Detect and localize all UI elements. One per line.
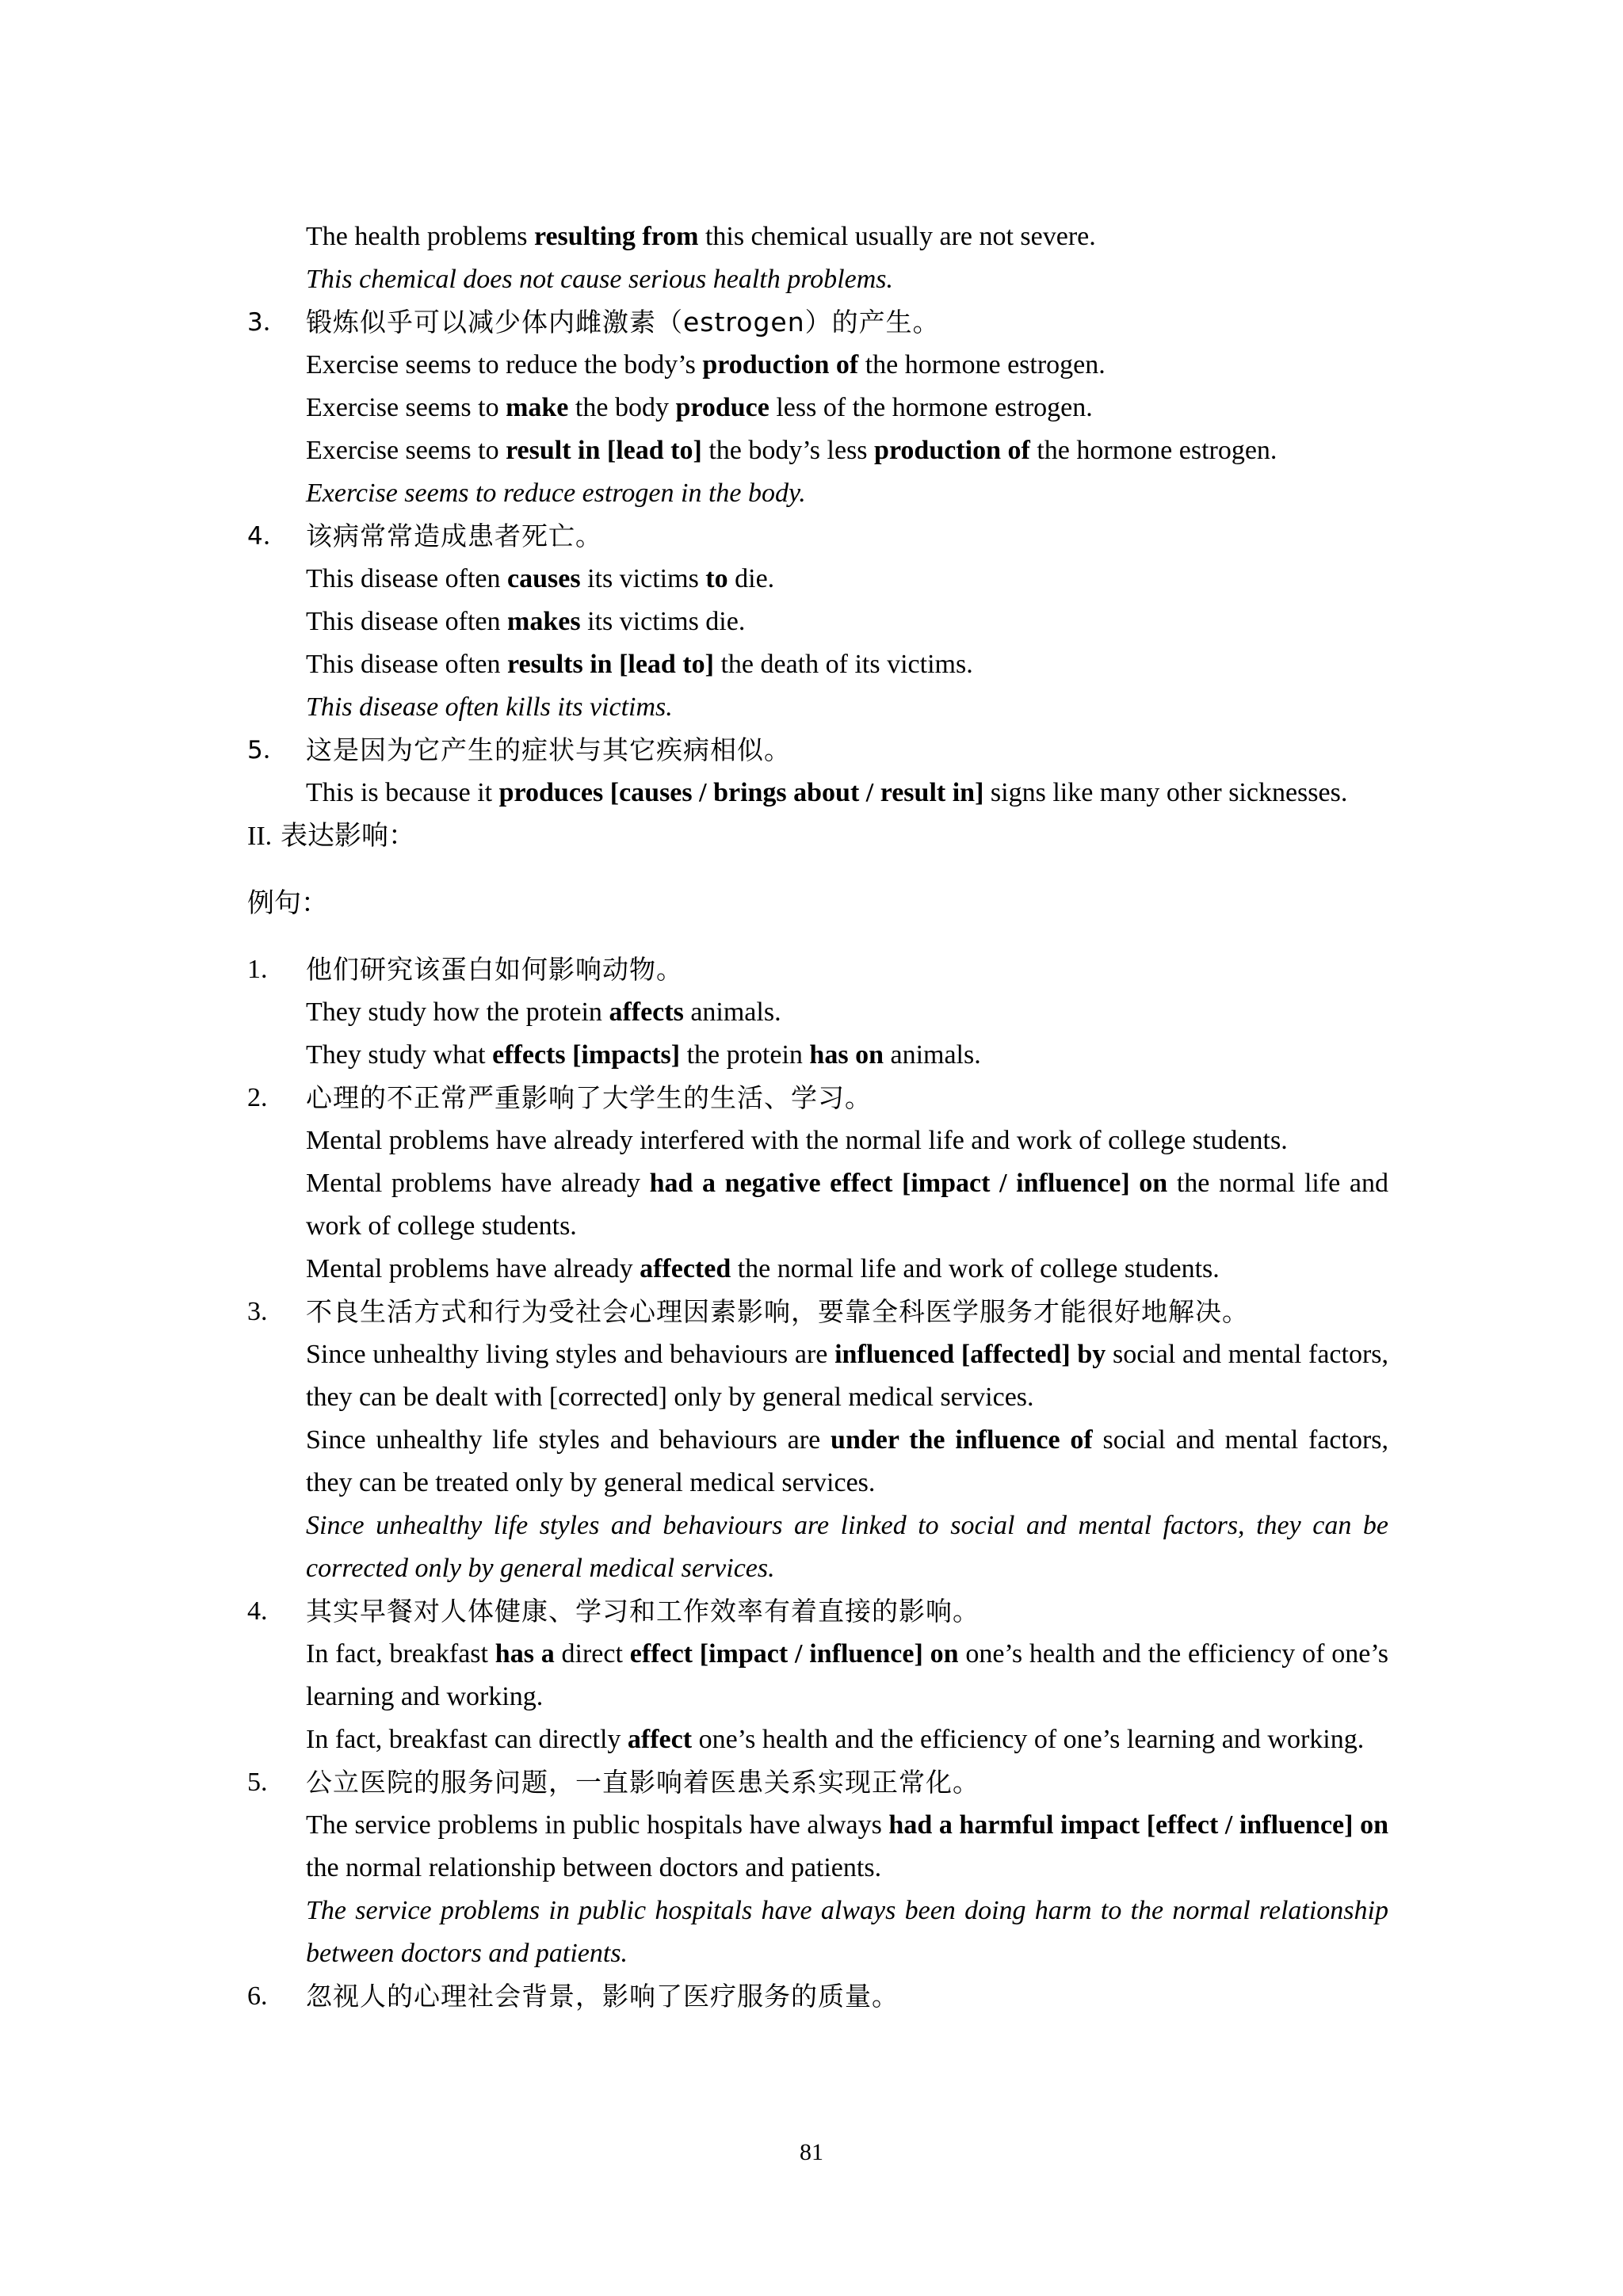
section-influence-items — [247, 948, 1388, 2018]
sentence-text: its victims die. — [580, 607, 746, 636]
sentence-text: Since unhealthy living styles and behaviours are — [306, 1340, 835, 1369]
sentence-text: its victims — [580, 564, 706, 593]
key-phrase: causes — [507, 564, 581, 593]
key-phrase: effects [impacts] — [492, 1040, 681, 1070]
sentence-text: the hormone estrogen. — [858, 350, 1106, 379]
key-phrase: result in [lead to] — [506, 436, 702, 465]
key-phrase: had a negative effect [impact / influence] on — [649, 1169, 1168, 1198]
paraphrase-sentence — [306, 686, 1388, 729]
sentence-text: This disease often — [306, 607, 507, 636]
sentence-text: signs like many other sicknesses. — [983, 778, 1348, 807]
key-phrase: produce — [675, 393, 769, 422]
sentence-text: this chemical usually are not severe. — [698, 222, 1096, 251]
sentence-text: Since unhealthy life styles and behaviours are linked to social and mental factors, they can be corrected only by general medical services. — [306, 1511, 1388, 1583]
example-sentence — [306, 601, 1388, 643]
sentence-text: They study how the protein — [306, 997, 609, 1027]
sentence-text: one’s health and the efficiency of one’s learning and working. — [692, 1725, 1365, 1754]
page-content — [247, 215, 1388, 2018]
example-sentence — [306, 558, 1388, 601]
chinese-sentence: 锻炼似乎可以减少体内雌激素（estrogen）的产生。 — [306, 307, 940, 338]
key-phrase: results in [lead to] — [507, 650, 714, 679]
sentence-text: Since unhealthy life styles and behaviours are — [306, 1425, 831, 1455]
chinese-sentence: 忽视人的心理社会背景，影响了医疗服务的质量。 — [306, 1981, 899, 2012]
chinese-sentence: 公立医院的服务问题，一直影响着医患关系实现正常化。 — [306, 1767, 980, 1798]
paraphrase-sentence — [306, 258, 1388, 301]
key-phrase: to — [705, 564, 728, 593]
sentence-text: Exercise seems to — [306, 436, 506, 465]
key-phrase: has a — [495, 1639, 555, 1669]
sentence-text: Mental problems have already — [306, 1254, 640, 1283]
example-sentence — [306, 1718, 1388, 1761]
sentence-text: die. — [727, 564, 775, 593]
item-number: 4． — [247, 522, 288, 551]
example-sentence — [306, 643, 1388, 686]
sentence-text: In fact, breakfast — [306, 1639, 495, 1669]
item-number: 3. — [247, 1297, 268, 1326]
paraphrase-sentence — [306, 472, 1388, 515]
sentence-text: This disease often kills its victims. — [306, 692, 673, 722]
numbered-item — [247, 948, 1388, 1077]
sentence-text: Exercise seems to reduce the body’s — [306, 350, 703, 379]
sentence-text: the normal life and work of college students. — [731, 1254, 1220, 1283]
sentence-text: the body’s less — [701, 436, 875, 465]
key-phrase: effect [impact / influence] on — [629, 1639, 959, 1669]
numbered-item — [247, 301, 1388, 515]
sentence-text: This disease often — [306, 564, 507, 593]
chinese-sentence: 这是因为它产生的症状与其它疾病相似。 — [306, 734, 791, 765]
key-phrase: makes — [507, 607, 581, 636]
sentence-text: This chemical does not cause serious health problems. — [306, 265, 893, 294]
key-phrase: resulting from — [533, 222, 699, 251]
sentence-text: This disease often — [306, 650, 507, 679]
numbered-item — [247, 1975, 1388, 2018]
sentence-text: Exercise seems to — [306, 393, 506, 422]
sentence-text: less of the hormone estrogen. — [769, 393, 1093, 422]
chinese-sentence: 其实早餐对人体健康、学习和工作效率有着直接的影响。 — [306, 1596, 980, 1627]
sentence-text: animals. — [883, 1040, 981, 1070]
key-phrase: produces [causes / brings about / result in] — [498, 778, 984, 807]
item-number: 3． — [247, 308, 288, 337]
example-sentence — [306, 429, 1388, 472]
item-number: 4. — [247, 1596, 268, 1626]
sentence-text: the protein — [680, 1040, 810, 1070]
sentence-text: The service problems in public hospitals have always — [306, 1810, 889, 1840]
numbered-item — [247, 1761, 1388, 1975]
example-sentence — [306, 387, 1388, 429]
example-sentence — [306, 344, 1388, 387]
example-sentence — [306, 1633, 1388, 1718]
numbered-item — [247, 1590, 1388, 1761]
example-sentence — [306, 1804, 1388, 1890]
page-number: 81 — [800, 2139, 823, 2165]
sentence-text: the body — [568, 393, 676, 422]
example-sentence — [306, 215, 1388, 258]
sentence-text: Mental problems have already — [306, 1169, 650, 1198]
item-number: 5． — [247, 736, 288, 765]
example-sentence — [306, 1333, 1388, 1419]
item-number: 2. — [247, 1083, 268, 1112]
sentence-text: In fact, breakfast can directly — [306, 1725, 628, 1754]
item-number: 1. — [247, 955, 268, 984]
key-phrase: affected — [640, 1254, 731, 1283]
key-phrase: under the influence of — [831, 1425, 1093, 1455]
key-phrase: influenced [affected] by — [834, 1340, 1106, 1369]
sentence-text: They study what — [306, 1040, 493, 1070]
paraphrase-sentence — [306, 1890, 1388, 1975]
sentence-text: one’s health and the efficiency of one’s learning and working. — [306, 1639, 1388, 1711]
sentence-text: animals. — [683, 997, 781, 1027]
key-phrase: make — [506, 393, 569, 422]
sentence-text: the death of its victims. — [713, 650, 973, 679]
item-number: 5. — [247, 1768, 268, 1797]
example-sentence — [306, 1248, 1388, 1291]
numbered-item — [247, 729, 1388, 814]
example-sentence — [306, 991, 1388, 1034]
sentence-text: the normal relationship between doctors and patients. — [306, 1853, 882, 1882]
numbered-item — [247, 1291, 1388, 1590]
example-sentence — [306, 1419, 1388, 1505]
section-heading — [247, 814, 1388, 858]
section-roman-numeral: II. — [247, 822, 273, 851]
example-sentence — [306, 1162, 1388, 1248]
numbered-item — [247, 1077, 1388, 1291]
intro-sentences — [247, 215, 1388, 301]
sentence-text: social and mental factors, they can be treated only by general medical services. — [306, 1425, 1389, 1497]
chinese-sentence: 他们研究该蛋白如何影响动物。 — [306, 954, 683, 985]
sentence-text: the normal life and work of college students. — [306, 1169, 1388, 1241]
section-cause-items — [247, 301, 1388, 814]
example-sentence — [306, 1119, 1388, 1162]
section-title: 表达影响： — [280, 820, 415, 852]
numbered-item — [247, 515, 1388, 729]
key-phrase: had a harmful impact [effect / influence] on — [888, 1810, 1388, 1840]
sentence-text: The health problems — [306, 222, 534, 251]
key-phrase: has on — [809, 1040, 884, 1070]
key-phrase: production of — [874, 436, 1030, 465]
paraphrase-sentence — [306, 1505, 1388, 1590]
sentence-text: Mental problems have already interfered with the normal life and work of college students. — [306, 1126, 1288, 1155]
key-phrase: affects — [609, 997, 684, 1027]
sentence-text: This is because it — [306, 778, 499, 807]
item-number: 6. — [247, 1981, 268, 2011]
sentence-text: Exercise seems to reduce estrogen in the body. — [306, 479, 806, 508]
sentence-text: direct — [554, 1639, 630, 1669]
sentence-text: the hormone estrogen. — [1029, 436, 1277, 465]
example-sentence — [306, 772, 1388, 814]
chinese-sentence: 不良生活方式和行为受社会心理因素影响，要靠全科医学服务才能很好地解决。 — [306, 1296, 1249, 1327]
sentence-text: The service problems in public hospitals have always been doing harm to the normal relationship between doctors and patients. — [306, 1896, 1388, 1968]
example-sentence — [306, 1034, 1388, 1077]
examples-label: 例句： — [247, 887, 328, 919]
key-phrase: affect — [627, 1725, 693, 1754]
chinese-sentence: 心理的不正常严重影响了大学生的生活、学习。 — [306, 1082, 872, 1113]
chinese-sentence: 该病常常造成患者死亡。 — [306, 521, 602, 551]
key-phrase: production of — [702, 350, 859, 379]
sentence-text: social and mental factors, they can be dealt with [corrected] only by general medical services. — [306, 1340, 1389, 1412]
